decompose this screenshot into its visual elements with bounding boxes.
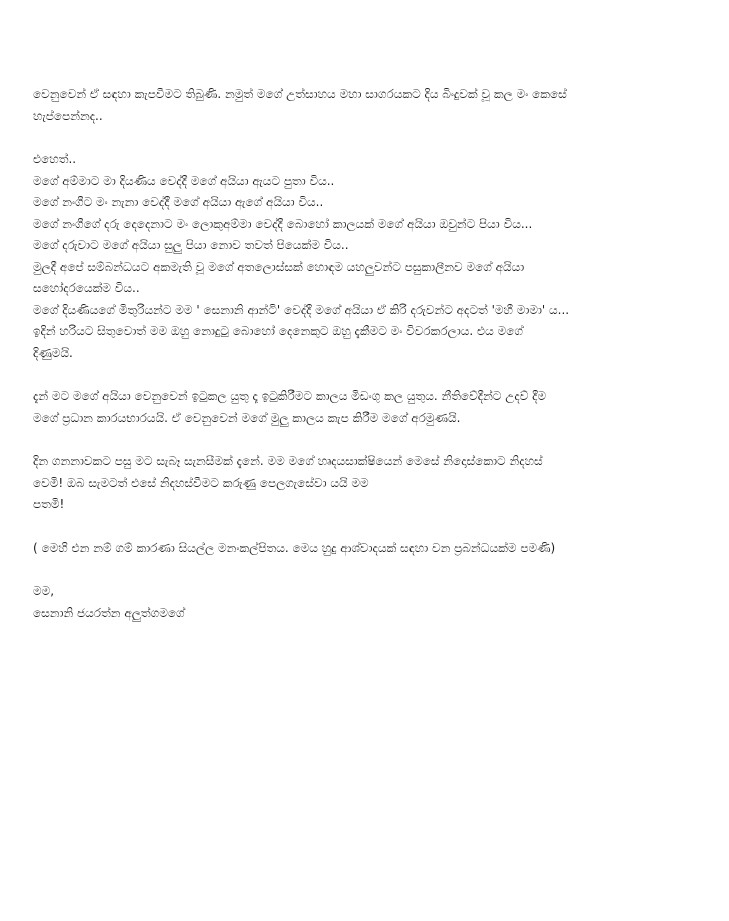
paragraph-2 bbox=[33, 149, 713, 364]
disclaimer bbox=[33, 538, 713, 560]
text-line: දැන් මට මගේ අයියා වෙනුවෙන් ඉටුකල යුතු දෑ ඉටුකිරීමට කාලය මිඩංගු කල යුතුය. නීතිවේදීන්ට උදව් දීම bbox=[33, 389, 547, 403]
text-line: වෙමි! ඔබ සැමටත් එසේ නිදහස්වීමට කරුණු පෙලගැසේවා යයි මම bbox=[33, 475, 369, 490]
text-line: මගේ දියණියගේ මිතුරියන්ට මම ' සෙනානි ආන්ටි' වෙද්දී මගේ අයියා ඒ කිරි දරුවන්ට අදටත් 'මහී මාමා' ය... bbox=[33, 302, 570, 317]
disclaimer-text: ( මෙහි එන නම් ගම් කාරණා සියල්ල මනංකල්පිතය. මෙය හුදු ආශ්වාදයක් සඳහා වන ප්‍රබන්ධයක්ම පමණි) bbox=[33, 540, 556, 555]
signature-block bbox=[33, 581, 713, 624]
text-line: එහෙත්.. bbox=[33, 152, 77, 166]
text-line: මගේ නංගීට මං නැනා වෙද්දී මගේ අයියා ඇගේ අයියා විය.. bbox=[33, 195, 324, 209]
text-line: මගේ නංගීගේ දරු දෙදෙනාට මං ලොකුඅම්මා වෙද්දී බොහෝ කාලයක් මගේ අයියා ඔවුන්ට පියා විය... bbox=[33, 216, 533, 231]
text-line: දින ගනනාවකට පසු මට සැබෑ සැනසීමක් දැනේ. මම මගේ හෘදයසාක්ෂියෙන් මෙසේ නිදොස්කොට නිදහස් bbox=[33, 454, 543, 468]
text-line: ඉදින් හරියට සිතුවොත් මම ඔහු නොදුටු බොහෝ දෙනෙකුට ඔහු දැකීමට මං විවරකරලාය. එය මගේ bbox=[33, 324, 523, 338]
text-line: හැප්පෙන්නද.. bbox=[33, 108, 103, 123]
signature-name: සෙනානි ජයරත්න අලුත්ගමගේ bbox=[33, 605, 185, 620]
text-line: මගේ අම්මාට මා දියණිය වෙද්දී මගේ අයියා ඇයට පුතා විය.. bbox=[33, 173, 335, 188]
paragraph-4 bbox=[33, 451, 713, 516]
text-line: මගේ දරුවාට මගේ අයියා සුලු පියා නොව තවත් පියෙක්ම විය.. bbox=[33, 238, 349, 252]
paragraph-1 bbox=[33, 84, 713, 127]
text-line: වෙනුවෙන් ඒ සඳහා කැපවීමට තිබුණි. නමුත් මගේ උත්සාහය මහා සාගරයකට දිය බිංදුවක් වූ කල මං කෙසේ bbox=[33, 87, 567, 101]
signature-salutation: මම, bbox=[33, 584, 55, 598]
text-line: මුලදී අපේ සම්බන්ධයට අකමැති වූ මගේ අතලොස්සක් හොඳම යහලුවන්ට පසුකාලීනව මගේ අයියා bbox=[33, 259, 525, 274]
document-page bbox=[33, 84, 713, 624]
text-line: මගේ ප්‍රධාන කාරයභාරයයි. ඒ වෙනුවෙන් මගේ මුලු කාලය කැප කිරීම මගේ අරමුණයි. bbox=[33, 410, 461, 425]
text-line: පතමි! bbox=[33, 497, 65, 511]
text-line: දිණුමයි. bbox=[33, 345, 73, 360]
paragraph-3 bbox=[33, 386, 713, 429]
text-line: සහෝදරයෙක්ම විය.. bbox=[33, 281, 140, 295]
